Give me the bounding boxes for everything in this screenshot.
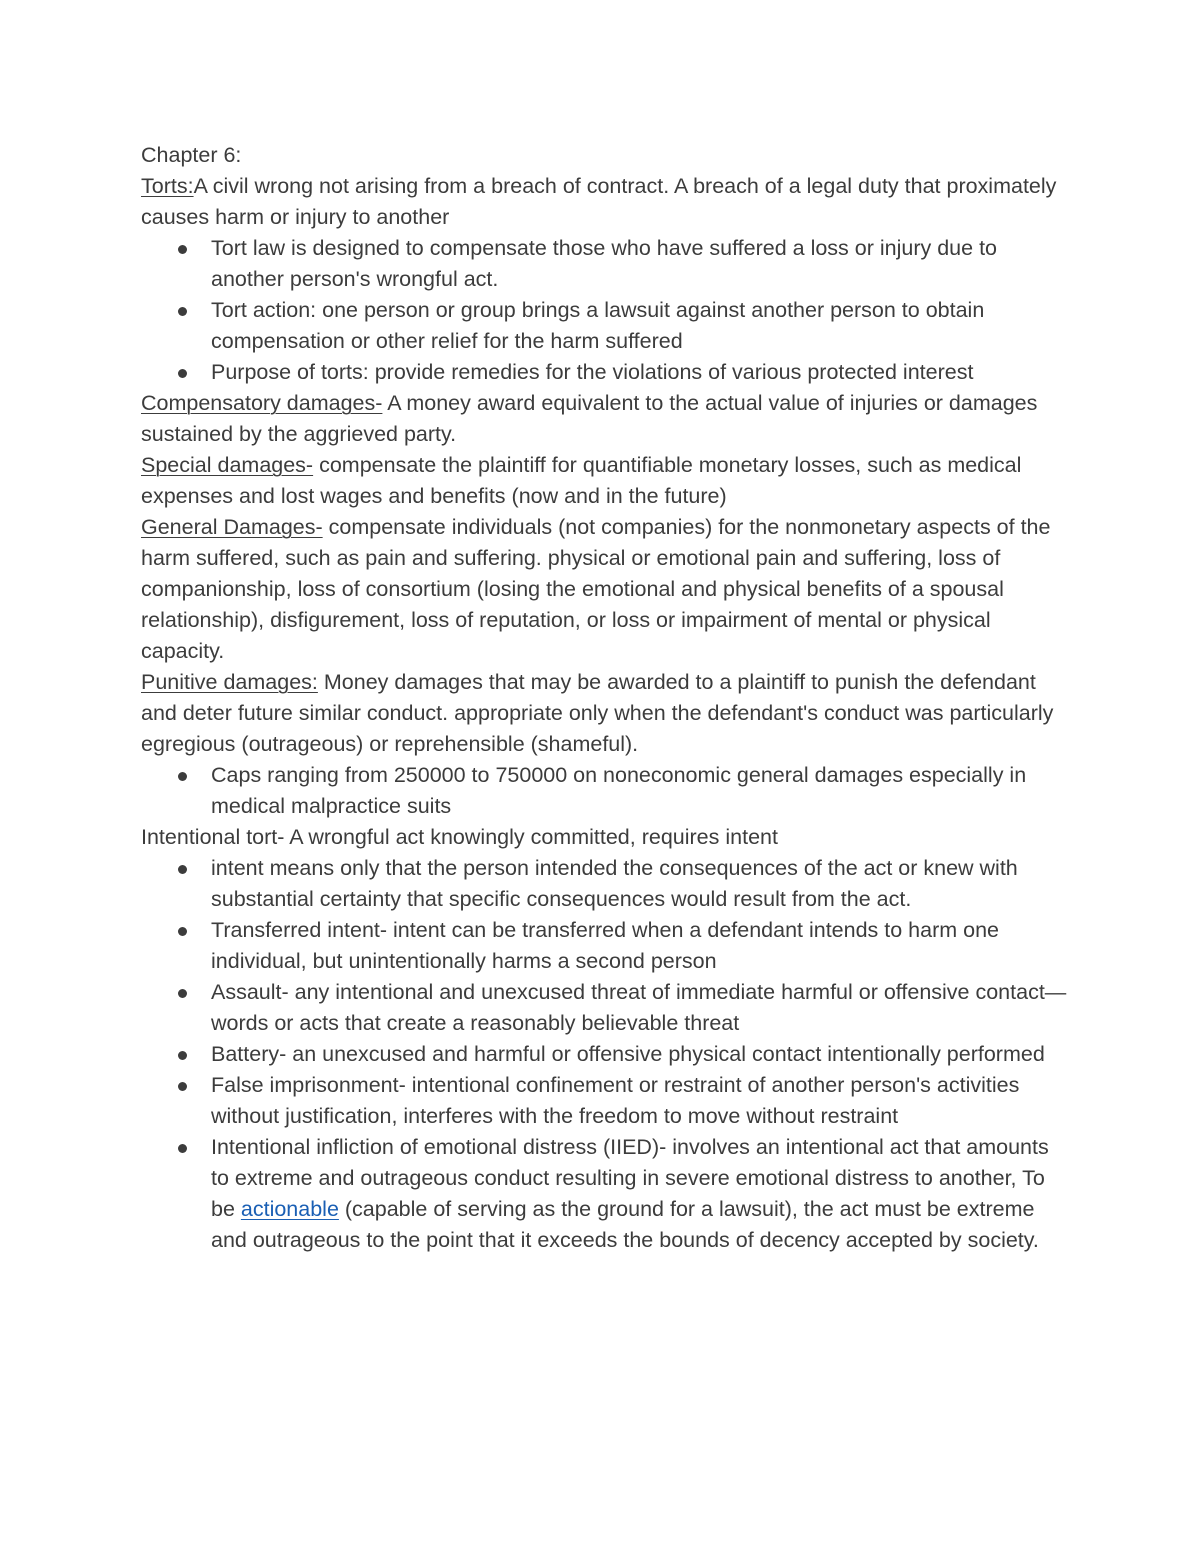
general-damages-definition: compensate individuals (not companies) for the nonmonetary aspects of the harm suffered, such as pain and suffering. physical or emotional pain and suffering, loss of companionship, loss of consortium (losing the emotional and physical benefits of a spousal relationship), disfigurement, loss of reputation, or loss or impairment of mental or physical capacity.	[141, 515, 1051, 663]
list-item: Battery- an unexcused and harmful or offensive physical contact intentionally performed	[211, 1039, 1071, 1070]
actionable-link[interactable]: actionable	[240, 1197, 339, 1221]
list-item: Purpose of torts: provide remedies for the violations of various protected interest	[211, 357, 1071, 388]
list-item	[211, 1132, 1071, 1256]
torts-paragraph	[141, 171, 1071, 233]
punitive-damages-paragraph	[141, 667, 1071, 760]
general-damages-term: General Damages-	[141, 515, 323, 539]
list-item: Transferred intent- intent can be transferred when a defendant intends to harm one individual, but unintentionally harms a second person	[211, 915, 1071, 977]
list-item: Assault- any intentional and unexcused threat of immediate harmful or offensive contact—words or acts that create a reasonably believable threat	[211, 977, 1071, 1039]
punitive-damages-term: Punitive damages:	[141, 670, 318, 694]
torts-term: Torts:	[141, 174, 194, 198]
iied-text-after: (capable of serving as the ground for a lawsuit), the act must be extreme and outrageous to the point that it exceeds the bounds of decency accepted by society.	[211, 1197, 1039, 1252]
punitive-bullet-list	[141, 760, 1071, 822]
torts-bullet-list	[141, 233, 1071, 388]
special-damages-paragraph	[141, 450, 1071, 512]
general-damages-paragraph	[141, 512, 1071, 667]
intentional-tort-paragraph: Intentional tort- A wrongful act knowingly committed, requires intent	[141, 825, 778, 849]
chapter-heading: Chapter 6:	[141, 143, 242, 167]
iied-text-before: Intentional infliction of emotional distress (IIED)- involves an intentional act that amounts to extreme and outrageous conduct resulting in severe emotional distress to another, To be	[211, 1135, 1049, 1221]
document-page	[141, 140, 1071, 1256]
intentional-tort-bullet-list	[141, 853, 1071, 1256]
punitive-damages-definition: Money damages that may be awarded to a plaintiff to punish the defendant and deter future similar conduct. appropriate only when the defendant's conduct was particularly egregious (outrageous) or reprehensible (shameful).	[141, 670, 1054, 756]
compensatory-damages-term: Compensatory damages-	[141, 391, 383, 415]
list-item: Tort action: one person or group brings a lawsuit against another person to obtain compensation or other relief for the harm suffered	[211, 295, 1071, 357]
compensatory-damages-paragraph	[141, 388, 1071, 450]
compensatory-damages-definition: A money award equivalent to the actual value of injuries or damages sustained by the aggrieved party.	[141, 391, 1038, 446]
special-damages-term: Special damages-	[141, 453, 314, 477]
list-item: intent means only that the person intended the consequences of the act or knew with substantial certainty that specific consequences would result from the act.	[211, 853, 1071, 915]
special-damages-definition: compensate the plaintiff for quantifiable monetary losses, such as medical expenses and lost wages and benefits (now and in the future)	[141, 453, 1022, 508]
list-item: Caps ranging from 250000 to 750000 on noneconomic general damages especially in medical malpractice suits	[211, 760, 1071, 822]
list-item: Tort law is designed to compensate those who have suffered a loss or injury due to another person's wrongful act.	[211, 233, 1071, 295]
torts-definition: A civil wrong not arising from a breach of contract. A breach of a legal duty that proximately causes harm or injury to another	[141, 174, 1057, 229]
list-item: False imprisonment- intentional confinement or restraint of another person's activities without justification, interferes with the freedom to move without restraint	[211, 1070, 1071, 1132]
